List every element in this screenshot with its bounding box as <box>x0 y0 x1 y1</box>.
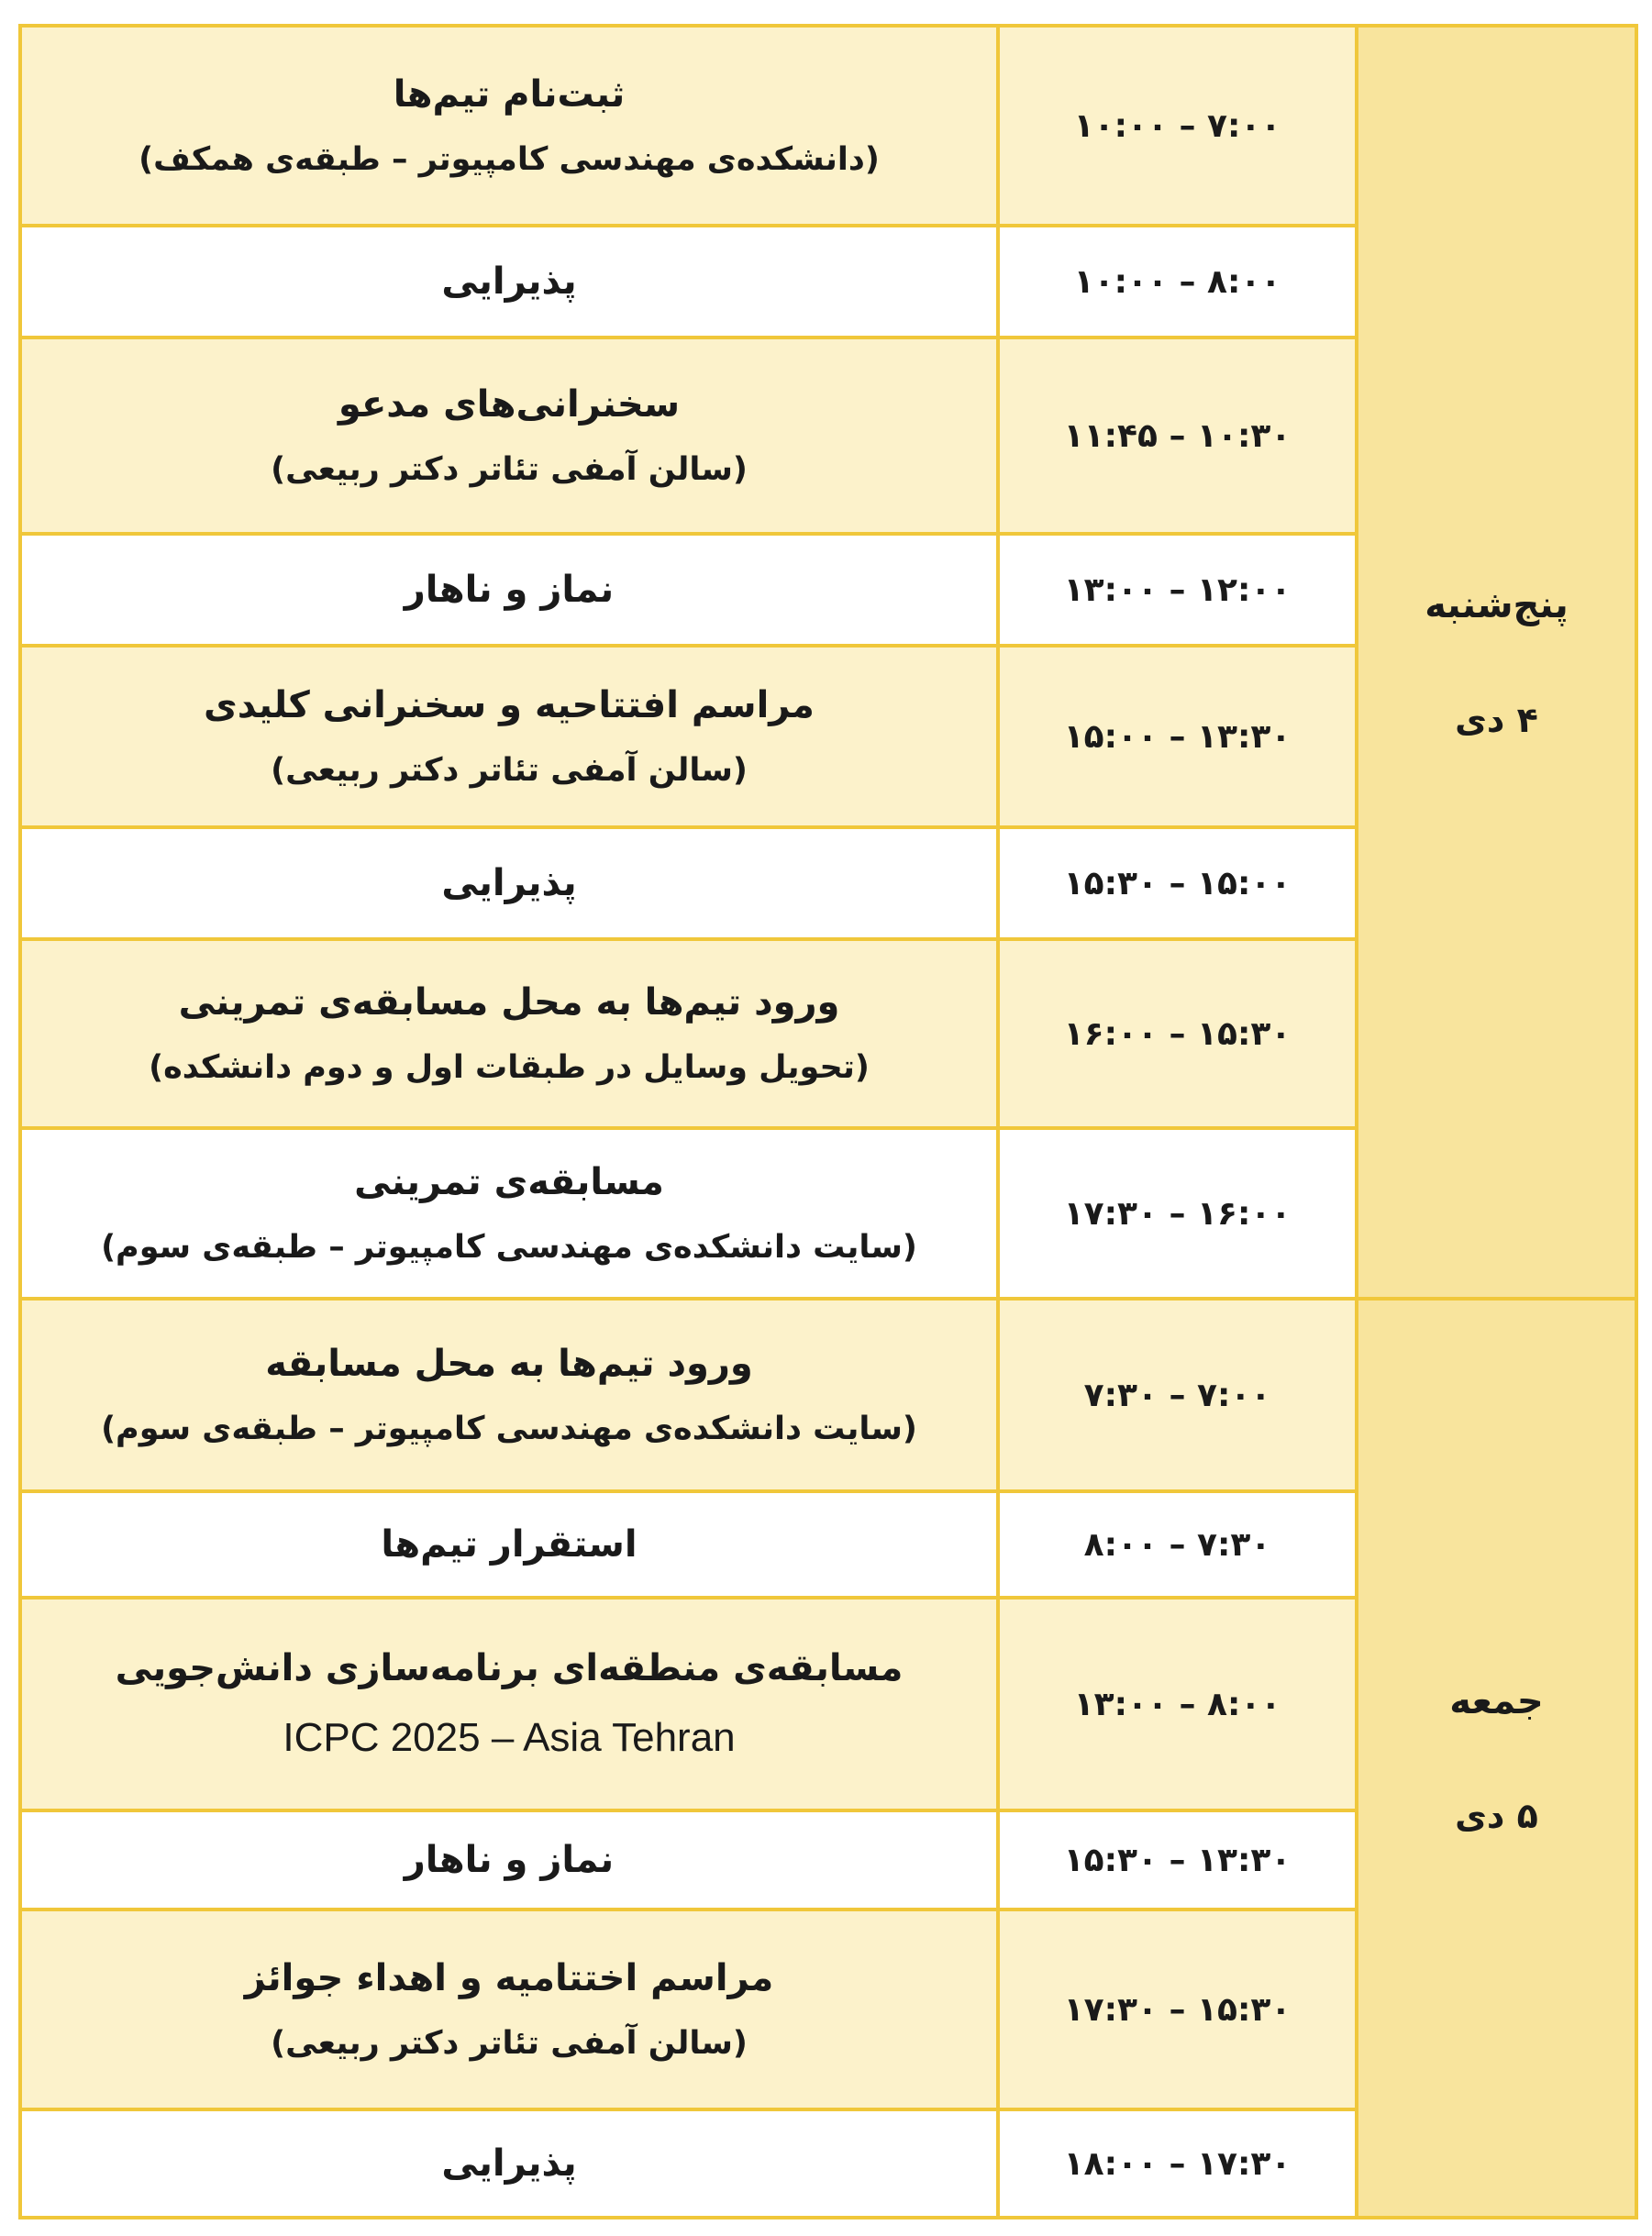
time-cell <box>998 1598 1357 1810</box>
day-name: پنج‌شنبه <box>1425 584 1569 626</box>
event-cell <box>20 1299 998 1491</box>
event-title: مسابقه‌ی منطقه‌ای برنامه‌سازی دانش‌جویی <box>115 1646 904 1689</box>
event-title: نماز و ناهار <box>404 569 615 611</box>
event-title: سخنرانی‌های مدعو <box>338 383 681 426</box>
event-title: نماز و ناهار <box>404 1839 615 1881</box>
event-location: (سالن آمفی تئاتر دکتر ربیعی) <box>271 752 748 789</box>
event-title: مراسم اختتامیه و اهداء جوائز <box>244 1957 774 1999</box>
event-cell <box>20 1909 998 2109</box>
table-row <box>20 1299 1636 1491</box>
event-location: (سالن آمفی تئاتر دکتر ربیعی) <box>271 451 748 488</box>
time-range: ۸:۰۰ – ۱۰:۰۰ <box>1073 262 1281 301</box>
event-location: (سایت دانشکده‌ی مهندسی کامپیوتر – طبقه‌ی سوم) <box>101 1411 917 1447</box>
time-cell <box>998 939 1357 1128</box>
event-title: ثبت‌نام تیم‌ها <box>393 73 626 116</box>
time-range: ۱۵:۳۰ – ۱۷:۳۰ <box>1063 1990 1292 2029</box>
time-range: ۷:۰۰ – ۱۰:۰۰ <box>1073 106 1281 145</box>
event-subtitle: ICPC 2025 – Asia Tehran <box>283 1714 736 1760</box>
time-range: ۱۰:۳۰ – ۱۱:۴۵ <box>1063 416 1292 455</box>
day-date: ۵ دی <box>1455 1796 1538 1836</box>
time-range: ۸:۰۰ – ۱۳:۰۰ <box>1073 1685 1281 1723</box>
event-title: پذیرایی <box>441 2142 577 2185</box>
event-cell <box>20 1491 998 1598</box>
event-title: مراسم افتتاحیه و سخنرانی کلیدی <box>204 684 815 726</box>
event-cell <box>20 26 998 226</box>
time-range: ۷:۰۰ – ۷:۳۰ <box>1083 1376 1271 1414</box>
event-cell <box>20 1128 998 1299</box>
day-cell <box>1357 1299 1636 2218</box>
event-cell <box>20 827 998 939</box>
event-title: پذیرایی <box>441 260 577 303</box>
time-range: ۱۳:۳۰ – ۱۵:۳۰ <box>1063 1841 1292 1879</box>
event-title: مسابقه‌ی تمرینی <box>354 1161 664 1203</box>
time-cell <box>998 827 1357 939</box>
time-cell <box>998 646 1357 827</box>
day-date: ۴ دی <box>1455 700 1538 740</box>
time-cell <box>998 1128 1357 1299</box>
event-cell <box>20 939 998 1128</box>
time-range: ۷:۳۰ – ۸:۰۰ <box>1083 1525 1271 1564</box>
time-range: ۱۲:۰۰ – ۱۳:۰۰ <box>1063 570 1292 609</box>
time-cell <box>998 1491 1357 1598</box>
day-name: جمعه <box>1449 1680 1544 1722</box>
event-location: (تحویل وسایل در طبقات اول و دوم دانشکده) <box>149 1049 870 1086</box>
event-location: (دانشکده‌ی مهندسی کامپیوتر – طبقه‌ی همکف) <box>139 141 880 178</box>
time-cell <box>998 1810 1357 1909</box>
event-cell <box>20 338 998 534</box>
time-range: ۱۵:۳۰ – ۱۶:۰۰ <box>1063 1014 1292 1053</box>
time-cell <box>998 1909 1357 2109</box>
time-range: ۱۷:۳۰ – ۱۸:۰۰ <box>1063 2144 1292 2183</box>
schedule-table <box>18 24 1638 2219</box>
event-location: (سایت دانشکده‌ی مهندسی کامپیوتر – طبقه‌ی سوم) <box>101 1229 917 1266</box>
time-range: ۱۶:۰۰ – ۱۷:۳۰ <box>1063 1194 1292 1233</box>
time-cell <box>998 226 1357 338</box>
time-cell <box>998 1299 1357 1491</box>
time-cell <box>998 534 1357 646</box>
event-title: پذیرایی <box>441 862 577 904</box>
time-cell <box>998 2109 1357 2218</box>
event-cell <box>20 2109 998 2218</box>
time-cell <box>998 26 1357 226</box>
event-cell <box>20 226 998 338</box>
event-cell <box>20 534 998 646</box>
event-title: ورود تیم‌ها به محل مسابقه <box>265 1343 753 1385</box>
event-title: ورود تیم‌ها به محل مسابقه‌ی تمرینی <box>178 981 840 1024</box>
time-range: ۱۵:۰۰ – ۱۵:۳۰ <box>1063 864 1292 902</box>
event-cell <box>20 1598 998 1810</box>
day-cell <box>1357 26 1636 1299</box>
event-title: استقرار تیم‌ها <box>381 1523 638 1566</box>
time-cell <box>998 338 1357 534</box>
table-row <box>20 26 1636 226</box>
event-location: (سالن آمفی تئاتر دکتر ربیعی) <box>271 2025 748 2062</box>
event-cell <box>20 646 998 827</box>
time-range: ۱۳:۳۰ – ۱۵:۰۰ <box>1063 717 1292 756</box>
event-cell <box>20 1810 998 1909</box>
